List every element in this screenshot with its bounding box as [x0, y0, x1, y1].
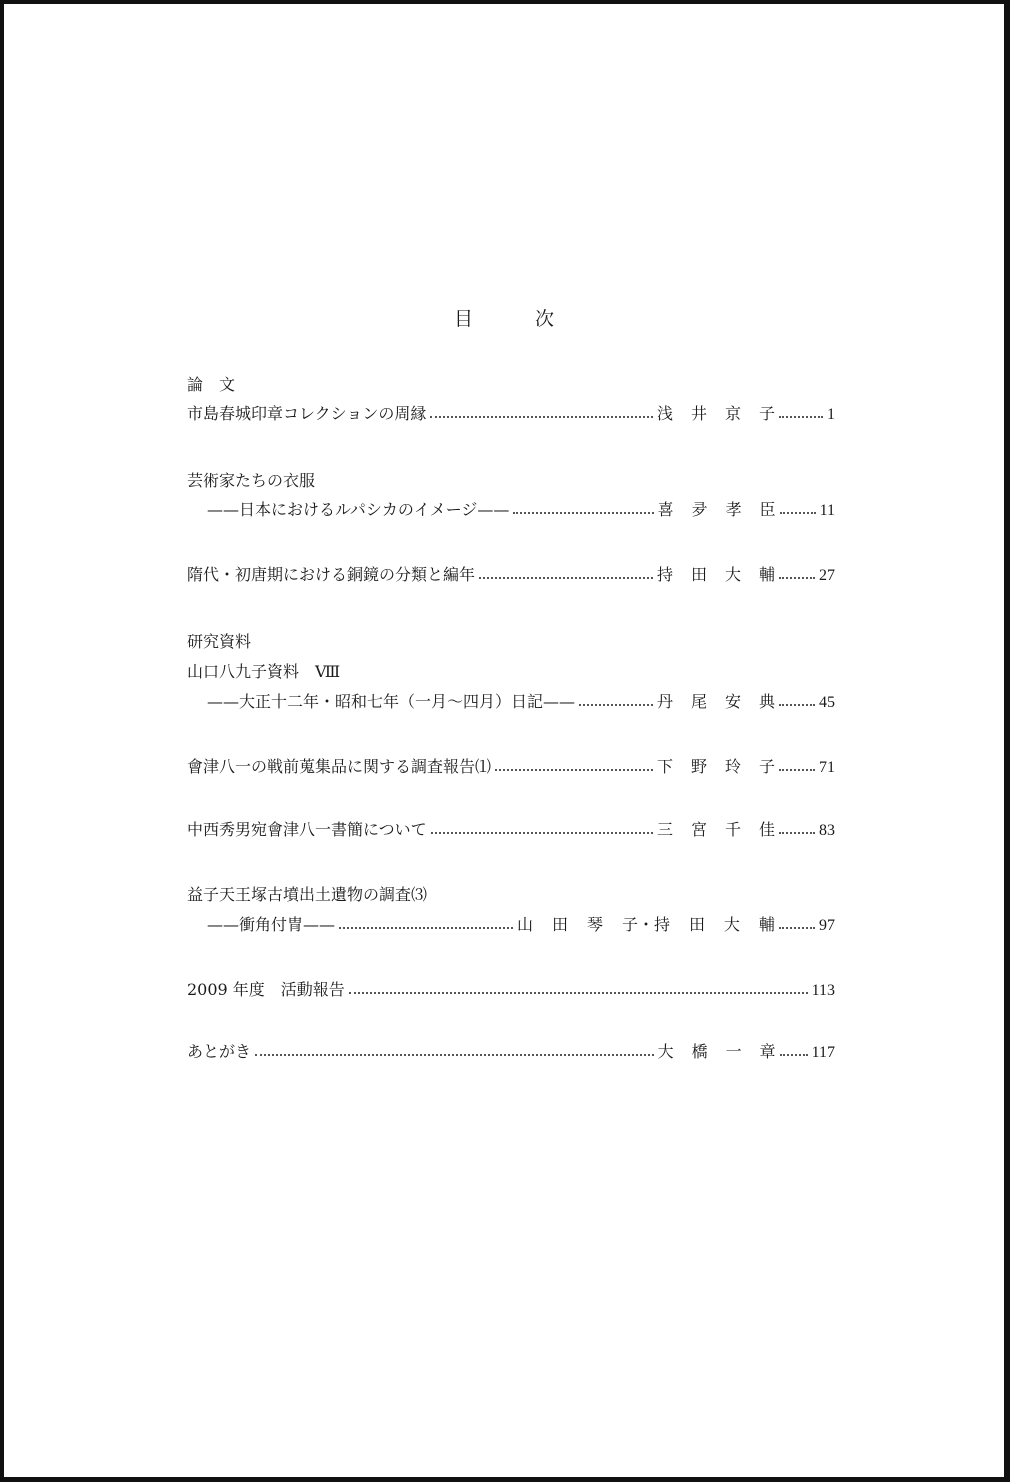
- entry-page: 83: [819, 822, 835, 839]
- author-char: 大: [724, 565, 741, 584]
- author-char: 臣: [759, 500, 776, 519]
- entry-page: 11: [819, 502, 835, 519]
- author-char: 宮: [690, 820, 707, 839]
- toc-entry: [187, 753, 835, 777]
- page-title: [4, 304, 1004, 331]
- title-char-2: 次: [535, 308, 555, 330]
- leader-dots: [779, 416, 823, 418]
- toc-entry: [207, 496, 835, 520]
- author-char: 野: [690, 757, 707, 776]
- author-char: 玲: [724, 757, 741, 776]
- leader-dots: [579, 704, 653, 706]
- leader-dots: [779, 927, 815, 929]
- entry-author: [657, 401, 775, 424]
- entry-page: 45: [819, 694, 835, 711]
- leader-dots: [780, 1054, 808, 1056]
- entry-title: 會津八一の戦前蒐集品に関する調査報告⑴: [187, 757, 492, 776]
- leader-dots: [255, 1054, 654, 1056]
- section-heading-ronbun: 論 文: [187, 375, 236, 394]
- leader-dots: [779, 769, 815, 771]
- author-char: 夛: [691, 500, 708, 519]
- toc-entry: [187, 400, 835, 424]
- entry-title: あとがき: [187, 1042, 252, 1061]
- author-char: 山: [517, 915, 534, 934]
- entry-title: 中西秀男宛會津八一書簡について: [187, 820, 427, 839]
- author-char: 田: [688, 915, 705, 934]
- entry-subtitle: ——衝角付冑——: [207, 915, 336, 934]
- author-char: 子: [758, 404, 775, 423]
- entry-title: 隋代・初唐期における銅鏡の分類と編年: [187, 565, 476, 584]
- author-char: 下: [657, 757, 674, 776]
- leader-dots: [495, 769, 653, 771]
- author-char: 佳: [758, 820, 775, 839]
- author-char: 輔: [758, 565, 775, 584]
- leader-dots: [430, 416, 653, 418]
- entry-author: [517, 912, 775, 935]
- author-char: 一: [725, 1042, 742, 1061]
- author-char: 章: [759, 1042, 776, 1061]
- toc-entry: [187, 561, 835, 585]
- entry-page: 117: [811, 1044, 835, 1061]
- author-char: 田: [551, 915, 568, 934]
- entry-author: [658, 497, 776, 520]
- author-char: 田: [690, 565, 707, 584]
- leader-dots: [431, 832, 653, 834]
- author-char: 三: [657, 820, 674, 839]
- entry-title: 山口八九子資料 Ⅷ: [187, 662, 341, 681]
- leader-dots: [339, 927, 513, 929]
- entry-subtitle: ——日本におけるルパシカのイメージ——: [207, 500, 510, 519]
- leader-dots: [513, 512, 653, 514]
- title-char-1: 目: [453, 308, 473, 330]
- entry-title: 芸術家たちの衣服: [187, 471, 316, 490]
- author-char: 琴: [586, 915, 603, 934]
- entry-page: 27: [819, 567, 835, 584]
- entry-page: 1: [827, 406, 835, 423]
- author-char: 尾: [690, 692, 707, 711]
- author-char: 大: [723, 915, 740, 934]
- toc-entry: [187, 976, 835, 1000]
- section-heading-kenkyu: 研究資料: [187, 632, 252, 651]
- entry-author: [657, 689, 775, 712]
- toc-entry: [187, 1038, 835, 1062]
- entry-title: 益子天王塚古墳出土遺物の調査⑶: [187, 885, 428, 904]
- entry-author: [657, 817, 775, 840]
- toc-entry: [207, 688, 835, 712]
- leader-dots: [479, 577, 653, 579]
- entry-title: 市島春城印章コレクションの周縁: [187, 404, 427, 423]
- author-char: 持: [657, 565, 674, 584]
- leader-dots: [779, 704, 815, 706]
- toc-entry: [207, 911, 835, 935]
- author-char: 井: [690, 404, 707, 423]
- author-char: 安: [724, 692, 741, 711]
- entry-author: [657, 562, 775, 585]
- entry-page: 97: [819, 917, 835, 934]
- author-char: 喜: [657, 500, 674, 519]
- author-char: 孝: [725, 500, 742, 519]
- author-char: 典: [758, 692, 775, 711]
- leader-dots: [779, 577, 815, 579]
- entry-author: [657, 754, 775, 777]
- author-char: 子・持: [621, 915, 670, 934]
- author-char: 丹: [657, 692, 674, 711]
- author-char: 輔: [758, 915, 775, 934]
- author-char: 京: [724, 404, 741, 423]
- leader-dots: [780, 512, 816, 514]
- leader-dots: [779, 832, 815, 834]
- author-char: 子: [758, 757, 775, 776]
- author-char: 大: [657, 1042, 674, 1061]
- entry-page: 71: [819, 759, 835, 776]
- author-char: 千: [724, 820, 741, 839]
- author-char: 橋: [691, 1042, 708, 1061]
- entry-title: 2009 年度 活動報告: [187, 980, 345, 999]
- toc-entry: [187, 816, 835, 840]
- author-char: 浅: [657, 404, 674, 423]
- entry-page: 113: [811, 982, 835, 999]
- entry-subtitle: ——大正十二年・昭和七年（一月～四月）日記——: [207, 692, 576, 711]
- entry-author: [658, 1039, 776, 1062]
- leader-dots: [349, 992, 808, 994]
